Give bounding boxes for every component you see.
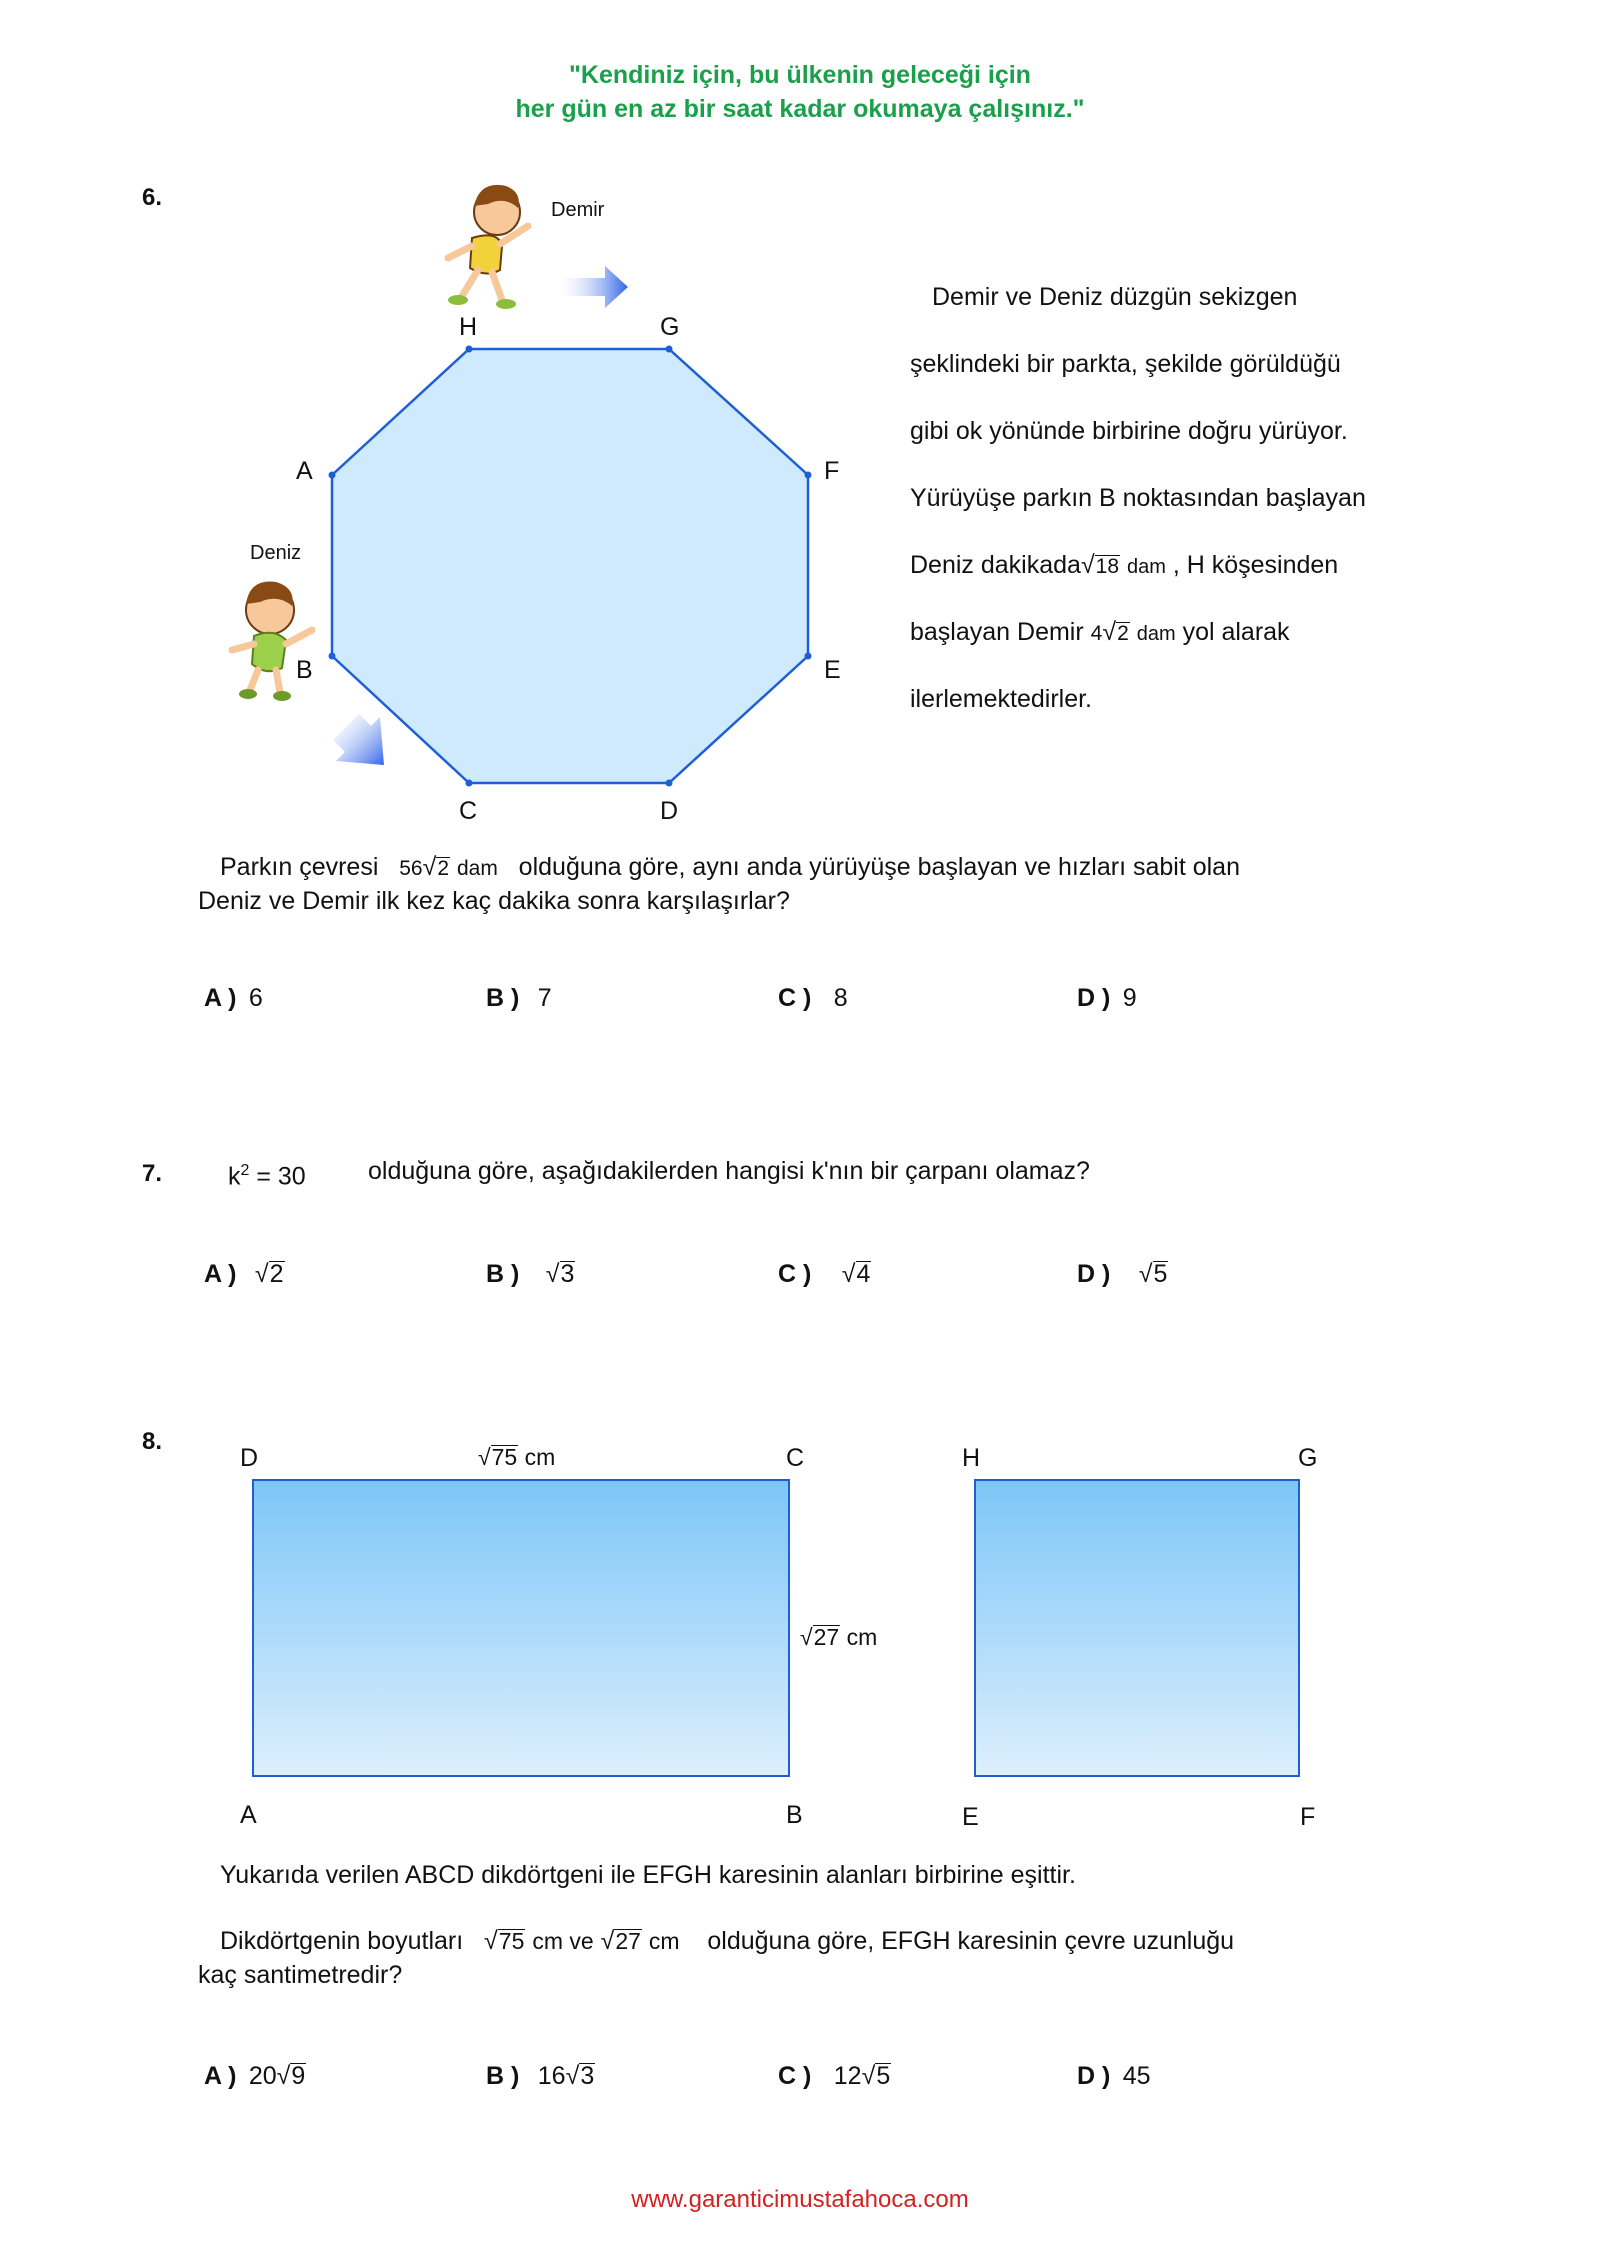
q8-option-b[interactable] [486, 2062, 595, 2091]
option-radicand: 5 [1153, 1260, 1168, 1288]
demir-name-label: Demir [551, 199, 605, 221]
q8-text2-radicand1: 75 [498, 1928, 525, 1954]
vertex-label-b: B [296, 656, 313, 684]
option-radicand: 5 [876, 2062, 891, 2090]
q6-paragraph-line3: gibi ok yönünde birbirine doğru yürüyor. [910, 417, 1348, 445]
square-label-g: G [1298, 1444, 1318, 1472]
q6-option-a[interactable] [204, 984, 263, 1013]
q6-option-d[interactable] [1077, 984, 1137, 1013]
sqrt-symbol: √ [1080, 551, 1095, 579]
vertex-label-d: D [660, 797, 679, 825]
q6-line5-unit: dam [1126, 556, 1166, 578]
option-value: 8 [833, 984, 848, 1012]
q7-option-a[interactable] [204, 1260, 285, 1289]
q7-variable: k [228, 1162, 241, 1191]
option-letter: A ) [204, 2062, 237, 2090]
rect-label-d: D [240, 1444, 259, 1472]
q8-text2-mid: cm ve [532, 1928, 594, 1954]
octagon-park [332, 349, 808, 783]
octagon-diagram [0, 0, 1600, 900]
option-letter: C ) [778, 1260, 812, 1288]
q7-option-d[interactable] [1077, 1260, 1168, 1289]
sqrt-symbol: √ [484, 1927, 498, 1955]
q8-text2-suffix: olduğuna göre, EFGH karesinin çevre uzunluğu [707, 1927, 1235, 1955]
option-letter: B ) [486, 1260, 520, 1288]
question-7-number: 7. [142, 1160, 163, 1187]
option-letter: D ) [1077, 2062, 1111, 2090]
vertex-label-e: E [824, 656, 841, 684]
square-label-h: H [962, 1444, 981, 1472]
sqrt-symbol: √ [422, 853, 437, 881]
option-coef: 16 [537, 2062, 566, 2090]
rect-top-unit: cm [524, 1444, 556, 1470]
sqrt-symbol: √ [478, 1444, 491, 1470]
option-radicand: 3 [580, 2062, 595, 2090]
q6-question-prefix: Parkın çevresi [220, 853, 379, 881]
q8-text2-unit: cm [648, 1928, 680, 1954]
q6-line6-radicand: 2 [1117, 622, 1129, 645]
rect-label-c: C [786, 1444, 805, 1472]
option-coef: 12 [833, 2062, 862, 2090]
q6-paragraph-line7: ilerlemektedirler. [910, 685, 1093, 713]
vertex-label-h: H [459, 313, 478, 341]
sqrt-symbol: √ [254, 1260, 269, 1288]
sqrt-symbol: √ [1102, 618, 1117, 646]
q6-option-c[interactable] [778, 984, 848, 1013]
rect-side-unit: cm [846, 1624, 878, 1650]
q6-paragraph-line5 [910, 532, 1338, 601]
option-radicand: 3 [560, 1260, 575, 1288]
sqrt-symbol: √ [276, 2062, 291, 2090]
q6-line6-prefix: başlayan Demir [910, 618, 1084, 646]
demir-boy-illustration [448, 185, 528, 309]
option-value: 7 [537, 984, 552, 1012]
q6-line5-prefix: Deniz dakikada [910, 551, 1081, 579]
q6-question-line2: Deniz ve Demir ilk kez kaç dakika sonra karşılaşırlar? [198, 887, 790, 915]
sqrt-symbol: √ [861, 2062, 876, 2090]
option-letter: B ) [486, 984, 520, 1012]
q6-line6-coef: 4 [1090, 622, 1103, 645]
q8-text2-radicand2: 27 [615, 1928, 641, 1954]
q7-option-c[interactable] [778, 1260, 871, 1289]
q6-option-b[interactable] [486, 984, 552, 1013]
rect-side-radicand: 27 [813, 1624, 840, 1650]
q8-text-line2 [220, 1924, 1234, 1958]
q7-exponent: 2 [240, 1162, 250, 1179]
square-label-e: E [962, 1803, 979, 1831]
question-6-number: 6. [142, 184, 163, 211]
q6-paragraph-line4: Yürüyüşe parkın B noktasından başlayan [910, 484, 1366, 512]
vertex-label-f: F [824, 457, 840, 485]
sqrt-symbol: √ [841, 1260, 856, 1288]
sqrt-symbol: √ [800, 1624, 813, 1650]
header-quote-line1: "Kendiniz için, bu ülkenin geleceği için [569, 61, 1031, 89]
option-letter: B ) [486, 2062, 520, 2090]
q6-perimeter-radicand: 2 [437, 857, 450, 880]
demir-direction-arrow [560, 266, 628, 308]
deniz-name-label: Deniz [250, 542, 302, 564]
q6-question-line1 [220, 850, 1240, 886]
q6-perimeter-coef: 56 [399, 857, 423, 880]
option-value: 6 [248, 984, 263, 1012]
sqrt-symbol: √ [565, 2062, 580, 2090]
q8-text-line3: kaç santimetredir? [198, 1961, 403, 1989]
vertex-label-a: A [296, 457, 313, 485]
vertex-label-c: C [459, 797, 478, 825]
deniz-direction-arrow [333, 714, 384, 765]
q7-question-text: olduğuna göre, aşağıdakilerden hangisi k'nın bir çarpanı olamaz? [368, 1157, 1090, 1185]
option-letter: A ) [204, 1260, 237, 1288]
q6-line5-suffix: , H köşesinden [1172, 551, 1339, 579]
square-efgh [974, 1479, 1300, 1777]
q6-paragraph-line6 [910, 599, 1290, 668]
q6-question-suffix: olduğuna göre, aynı anda yürüyüşe başlayan ve hızları sabit olan [518, 853, 1240, 881]
q6-paragraph-line2: şeklindeki bir parkta, şekilde görüldüğü [910, 350, 1341, 378]
sqrt-symbol: √ [1138, 1260, 1153, 1288]
q8-text2-prefix: Dikdörtgenin boyutları [220, 1927, 464, 1955]
q6-line6-unit: dam [1136, 623, 1176, 645]
header-quote-line2: her gün en az bir saat kadar okumaya çalışınız." [515, 95, 1085, 123]
option-letter: C ) [778, 2062, 812, 2090]
option-letter: D ) [1077, 1260, 1111, 1288]
option-coef: 20 [248, 2062, 277, 2090]
option-value: 9 [1122, 984, 1137, 1012]
option-radicand: 4 [856, 1260, 871, 1288]
footer-url-link[interactable]: www.garanticimustafahoca.com [631, 2186, 969, 2213]
option-letter: D ) [1077, 984, 1111, 1012]
rectangle-abcd [252, 1479, 790, 1777]
square-label-f: F [1300, 1803, 1316, 1831]
rect-side-length [800, 1624, 877, 1651]
rect-label-a: A [240, 1801, 257, 1829]
q6-perimeter-unit: dam [456, 857, 498, 880]
q6-line6-suffix: yol alarak [1182, 618, 1290, 646]
vertex-label-g: G [660, 313, 680, 341]
sqrt-symbol: √ [600, 1927, 615, 1955]
sqrt-symbol: √ [545, 1260, 560, 1288]
q8-option-a[interactable] [204, 2062, 306, 2091]
q8-text-line1: Yukarıda verilen ABCD dikdörtgeni ile EFGH karesinin alanları birbirine eşittir. [220, 1861, 1076, 1889]
option-value: 45 [1122, 2062, 1151, 2090]
q7-equals: = 30 [256, 1162, 306, 1191]
option-letter: A ) [204, 984, 237, 1012]
q8-option-c[interactable] [778, 2062, 891, 2091]
option-radicand: 2 [269, 1260, 284, 1288]
option-letter: C ) [778, 984, 812, 1012]
q7-option-b[interactable] [486, 1260, 575, 1289]
rect-top-radicand: 75 [491, 1444, 518, 1470]
rect-label-b: B [786, 1801, 803, 1829]
question-8-number: 8. [142, 1428, 163, 1455]
option-radicand: 9 [291, 2062, 306, 2090]
q6-paragraph-line1: Demir ve Deniz düzgün sekizgen [932, 283, 1298, 311]
q6-line5-radicand: 18 [1095, 555, 1120, 578]
q7-equation [228, 1154, 306, 1193]
q8-option-d[interactable] [1077, 2062, 1151, 2091]
rect-top-length [478, 1444, 555, 1471]
